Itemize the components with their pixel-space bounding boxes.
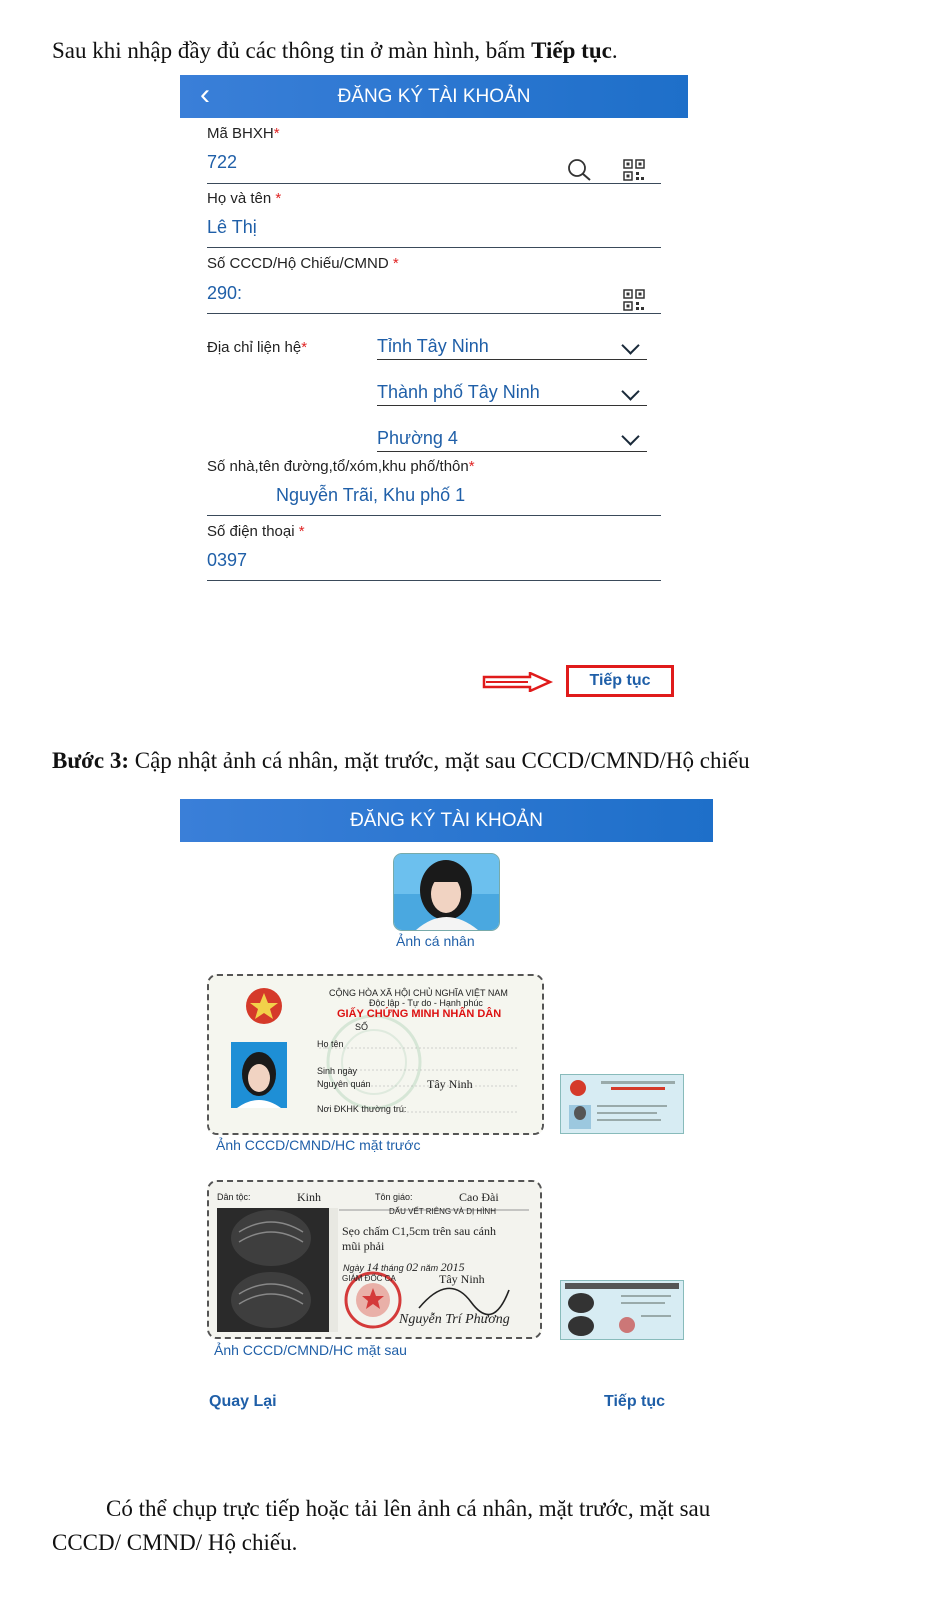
id-back-upload[interactable] [207, 1180, 542, 1339]
street-label: Số nhà,tên đường,tổ/xóm,khu phố/thôn* [207, 458, 475, 475]
card-nguyenquan-value: Tây Ninh [427, 1077, 473, 1091]
outro-line2: CCCD/ CMND/ Hộ chiếu. [52, 1530, 298, 1555]
card-nam: năm [420, 1263, 439, 1273]
card-ngay: Ngày [343, 1263, 365, 1273]
chevron-down-icon[interactable] [621, 427, 639, 445]
front-caption: Ảnh CCCD/CMND/HC mặt trước [216, 1137, 421, 1153]
card-noidkhk: Nơi ĐKHK thường trú: [317, 1104, 407, 1114]
card-mark-text2: mũi phải [342, 1239, 385, 1253]
id-input[interactable]: 290: [207, 283, 243, 303]
step-number: Bước 3: [52, 748, 129, 773]
portrait-image [394, 854, 499, 930]
screen1-title: ĐĂNG KÝ TÀI KHOẢN [337, 86, 531, 107]
phone-input[interactable]: 0397 [207, 550, 248, 570]
province-select[interactable]: Tỉnh Tây Ninh [377, 336, 489, 356]
name-label: Họ và tên * [207, 190, 282, 207]
qr-code-icon[interactable] [623, 159, 645, 181]
province-underline [377, 359, 647, 360]
intro-suffix: . [611, 38, 618, 63]
card-tongiao-value: Cao Đài [459, 1190, 499, 1204]
address-label: Địa chỉ liện hệ* [207, 339, 308, 356]
district-select[interactable]: Thành phố Tây Ninh [377, 382, 540, 402]
search-icon[interactable] [567, 158, 593, 182]
card-sinhngay: Sinh ngày [317, 1066, 358, 1076]
intro-bold: Tiếp tục [531, 38, 612, 63]
front-sample-thumbnail [560, 1074, 684, 1134]
arrow-right-icon [482, 672, 554, 692]
chevron-down-icon[interactable] [621, 336, 639, 354]
bhxh-label: Mã BHXH* [207, 125, 280, 142]
card-tongiao: Tôn giáo: [375, 1192, 413, 1202]
card-year: 2015 [440, 1260, 465, 1274]
step-text: Cập nhật ảnh cá nhân, mặt trước, mặt sau CCCD/CMND/Hộ chiếu [129, 748, 750, 773]
phone-underline [207, 580, 661, 581]
back-sample-thumbnail [560, 1280, 684, 1340]
back-caption: Ảnh CCCD/CMND/HC mặt sau [214, 1342, 407, 1358]
card-month: 02 [406, 1260, 419, 1274]
step-heading [52, 748, 750, 774]
card-thang: tháng [381, 1263, 404, 1273]
back-button[interactable]: Quay Lại [209, 1393, 277, 1410]
bhxh-underline [207, 183, 661, 184]
ward-underline [377, 451, 647, 452]
phone-label: Số điện thoại * [207, 523, 305, 540]
card-dauvet: DẤU VẾT RIÊNG VÀ DỊ HÌNH [389, 1207, 496, 1216]
name-input[interactable]: Lê Thị [207, 217, 257, 237]
card-dantoc: Dân tộc: [217, 1192, 251, 1202]
street-underline [207, 515, 661, 516]
id-label: Số CCCD/Hộ Chiếu/CMND * [207, 255, 399, 272]
chevron-left-icon[interactable]: ‹ [200, 78, 210, 111]
screen2-app-bar [180, 799, 713, 842]
card-day: 14 [366, 1260, 379, 1274]
portrait-caption: Ảnh cá nhân [396, 933, 475, 949]
qr-code-icon[interactable] [623, 289, 645, 311]
ward-select[interactable]: Phường 4 [377, 428, 458, 448]
card-place: Tây Ninh [439, 1272, 485, 1286]
card-signature-name: Nguyễn Trí Phương [399, 1312, 510, 1327]
portrait-photo[interactable] [393, 853, 500, 931]
bhxh-input[interactable]: 722 [207, 152, 238, 172]
card-nguyenquan: Nguyên quán [317, 1079, 371, 1089]
id-front-upload[interactable] [207, 974, 544, 1135]
screen2-title: ĐĂNG KÝ TÀI KHOẢN [350, 810, 543, 831]
next-button[interactable]: Tiếp tục [604, 1393, 666, 1410]
card-dantoc-value: Kinh [297, 1190, 321, 1204]
name-underline [207, 247, 661, 248]
intro-text: Sau khi nhập đầy đủ các thông tin ở màn hình, bấm [52, 38, 532, 63]
intro-paragraph [52, 38, 618, 64]
street-input[interactable]: Nguyễn Trãi, Khu phố 1 [276, 485, 466, 505]
card-header2: Độc lập - Tự do - Hạnh phúc [369, 998, 483, 1008]
id-underline [207, 313, 661, 314]
card-giamdoc: GIÁM ĐỐC CA [342, 1274, 396, 1283]
screen1-app-bar [180, 75, 688, 118]
card-mark-text1: Sẹo chấm C1,5cm trên sau cánh [342, 1224, 496, 1238]
card-hoten: Họ tên [317, 1039, 344, 1049]
district-underline [377, 405, 647, 406]
card-title: GIẤY CHỨNG MINH NHÂN DÂN [337, 1008, 502, 1020]
card-header1: CỘNG HÒA XÃ HỘI CHỦ NGHĨA VIỆT NAM [329, 988, 508, 998]
chevron-down-icon[interactable] [621, 382, 639, 400]
card-so: SỐ [355, 1022, 369, 1032]
continue-button[interactable]: Tiếp tục [566, 665, 674, 697]
outro-line1: Có thể chụp trực tiếp hoặc tải lên ảnh cá nhân, mặt trước, mặt sau [106, 1496, 711, 1521]
